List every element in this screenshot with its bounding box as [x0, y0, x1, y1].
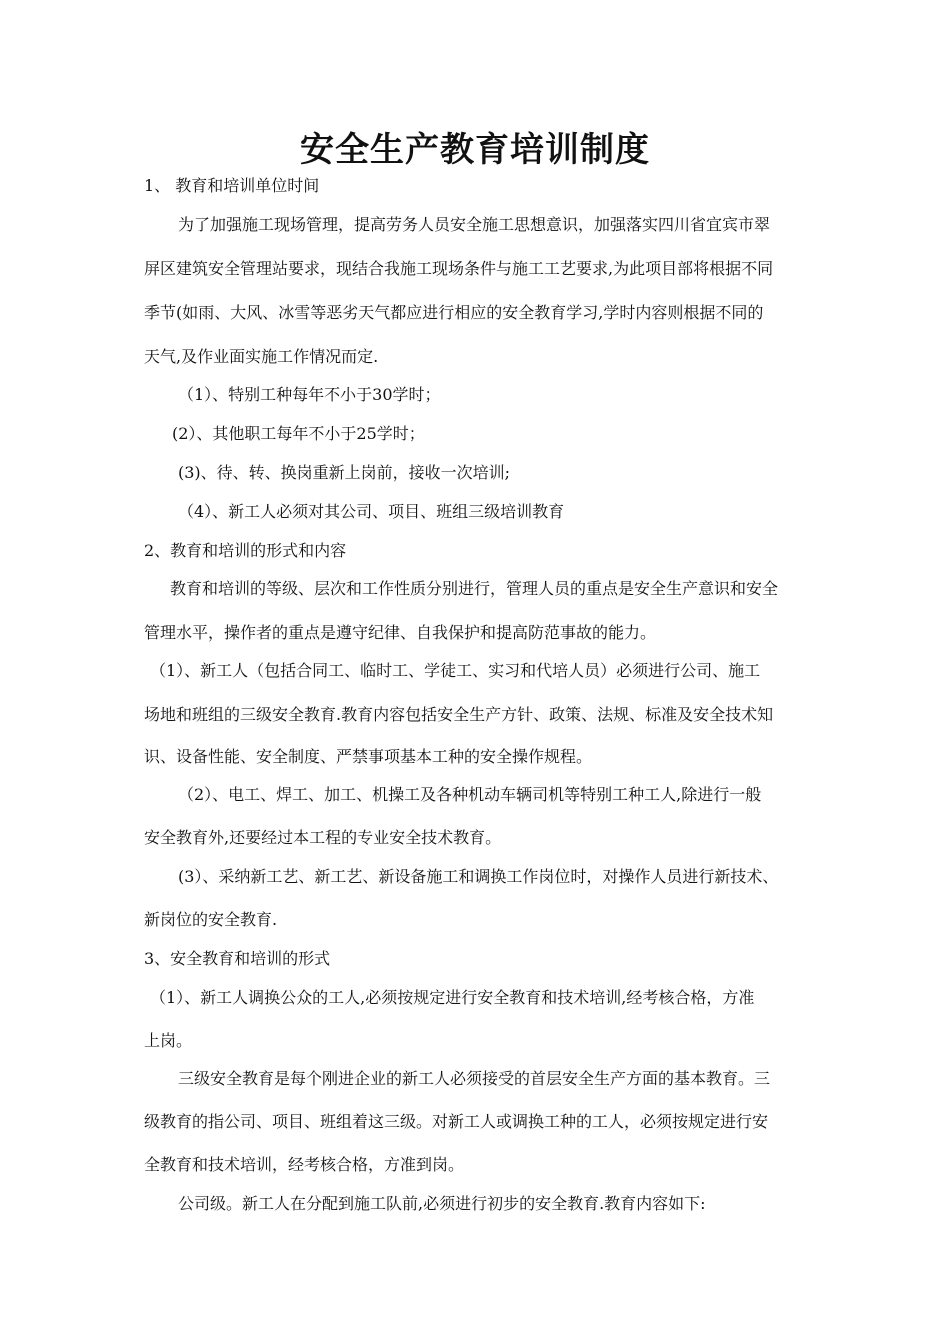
list-item: (2）、其他职工每年不小于25学时；	[172, 424, 425, 443]
paragraph-line: （1）、新工人（包括合同工、临时工、学徒工、实习和代培人员）必须进行公司、施工	[150, 661, 761, 680]
document-title: 安全生产教育培训制度	[300, 130, 650, 170]
paragraph-line: （2）、电工、焊工、加工、机操工及各种机动车辆司机等特别工种工人,除进行一般	[178, 785, 762, 804]
section-heading-3: 3、安全教育和培训的形式	[144, 949, 331, 968]
list-item: （1）、特别工种每年不小于30学时；	[178, 385, 441, 404]
section-heading-1: 1、 教育和培训单位时间	[144, 176, 320, 195]
paragraph-line: 识、设备性能、安全制度、严禁事项基本工种的安全操作规程。	[144, 747, 593, 766]
paragraph-line: (3）、采纳新工艺、新工艺、新设备施工和调换工作岗位时，对操作人员进行新技术、	[178, 867, 779, 886]
paragraph-line: 天气,及作业面实施工作情况而定.	[144, 347, 379, 366]
paragraph-line: 管理水平，操作者的重点是遵守纪律、自我保护和提高防范事故的能力。	[144, 623, 657, 642]
list-item: （4）、新工人必须对其公司、项目、班组三级培训教育	[178, 502, 565, 521]
section-heading-2: 2、教育和培训的形式和内容	[144, 541, 347, 560]
paragraph-line: 教育和培训的等级、层次和工作性质分别进行，管理人员的重点是安全生产意识和安全	[170, 579, 779, 598]
paragraph-line: 新岗位的安全教育.	[144, 910, 278, 929]
paragraph-line: 全教育和技术培训，经考核合格，方准到岗。	[144, 1155, 465, 1174]
paragraph-line: 上岗。	[144, 1031, 193, 1050]
paragraph-line: 级教育的指公司、项目、班组着这三级。对新工人或调换工种的工人，必须按规定进行安	[144, 1112, 769, 1131]
paragraph-line: 屏区建筑安全管理站要求，现结合我施工现场条件与施工工艺要求,为此项目部将根据不同	[144, 259, 774, 278]
paragraph-line: 公司级。新工人在分配到施工队前,必须进行初步的安全教育.教育内容如下:	[178, 1194, 706, 1213]
paragraph-line: 为了加强施工现场管理，提高劳务人员安全施工思想意识，加强落实四川省宜宾市翠	[178, 215, 771, 234]
paragraph-line: 场地和班组的三级安全教育.教育内容包括安全生产方针、政策、法规、标准及安全技术知	[144, 705, 774, 724]
paragraph-line: 三级安全教育是每个刚进企业的新工人必须接受的首层安全生产方面的基本教育。三	[178, 1069, 771, 1088]
paragraph-line: 季节(如雨、大风、冰雪等恶劣天气都应进行相应的安全教育学习,学时内容则根据不同的	[144, 303, 764, 322]
paragraph-line: （1）、新工人调换公众的工人,必须按规定进行安全教育和技术培训,经考核合格，方准	[150, 988, 755, 1007]
paragraph-line: 安全教育外,还要经过本工程的专业安全技术教育。	[144, 828, 502, 847]
list-item: (3)、待、转、换岗重新上岗前，接收一次培训;	[178, 463, 511, 482]
